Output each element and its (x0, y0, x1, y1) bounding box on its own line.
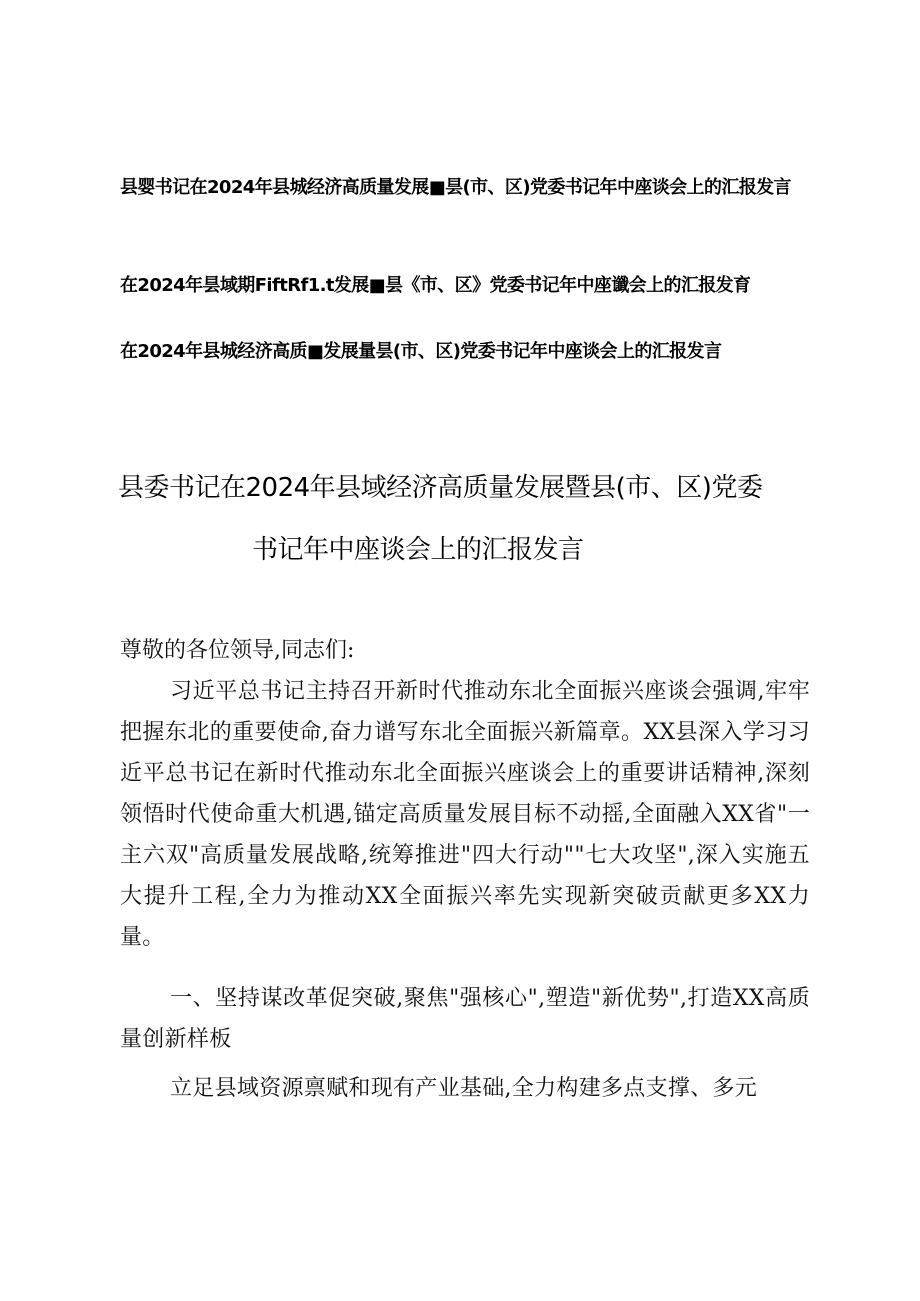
toc-entry-1: 县婴书记在2024年县城经济高质量发展■昙(市、区)党委书记年中座谈会上的汇报发言 (120, 177, 791, 198)
greeting: 尊敬的各位领导,同志们: (120, 638, 355, 663)
paragraph-text: 立足县域资源禀赋和现有产业基础,全力构建多点支撑、多元 (170, 1076, 758, 1101)
document-title-line-2: 书记年中座谈会上的汇报发言 (252, 535, 584, 565)
section-heading-1 (120, 978, 810, 1060)
toc-entry-2: 在2024年昙域期FiftRf1.t发展■昙《市、区》党委书记年中座谶会上的汇报发育 (120, 275, 751, 296)
heading-text: 一、坚持谋改革促突破,聚焦"强核心",塑造"新优势",打造XX高质量创新样板 (120, 986, 810, 1052)
paragraph-text: 习近平总书记主持召开新时代推动东北全面振兴座谈会强调,牢牢把握东北的重要使命,奋力谱写东北全面振兴新篇章。XX县深入学习习近平总书记在新时代推动东北全面振兴座谈会上的重要讲话精神,深刻领悟时代使命重大机遇,锚定高质量发展目标不动摇,全面融入XX省"一主六双"高质量发展战略,统筹推进"四大行动""七大攻坚",深入实施五大提升工程,全力为推动XX全面振兴率先实现新突破贡献更多XX力量。 (120, 679, 810, 950)
body-paragraph-2 (120, 1068, 810, 1109)
document-title-line-1: 县委书记在2024年县域经济高质量发展暨县(市、区)党委 (118, 473, 763, 503)
toc-entry-3: 在2024年县城经济高质■发展量昙(市、区)党委书记年中座谈会上的汇报发言 (120, 341, 722, 362)
body-paragraph-1 (120, 671, 810, 958)
